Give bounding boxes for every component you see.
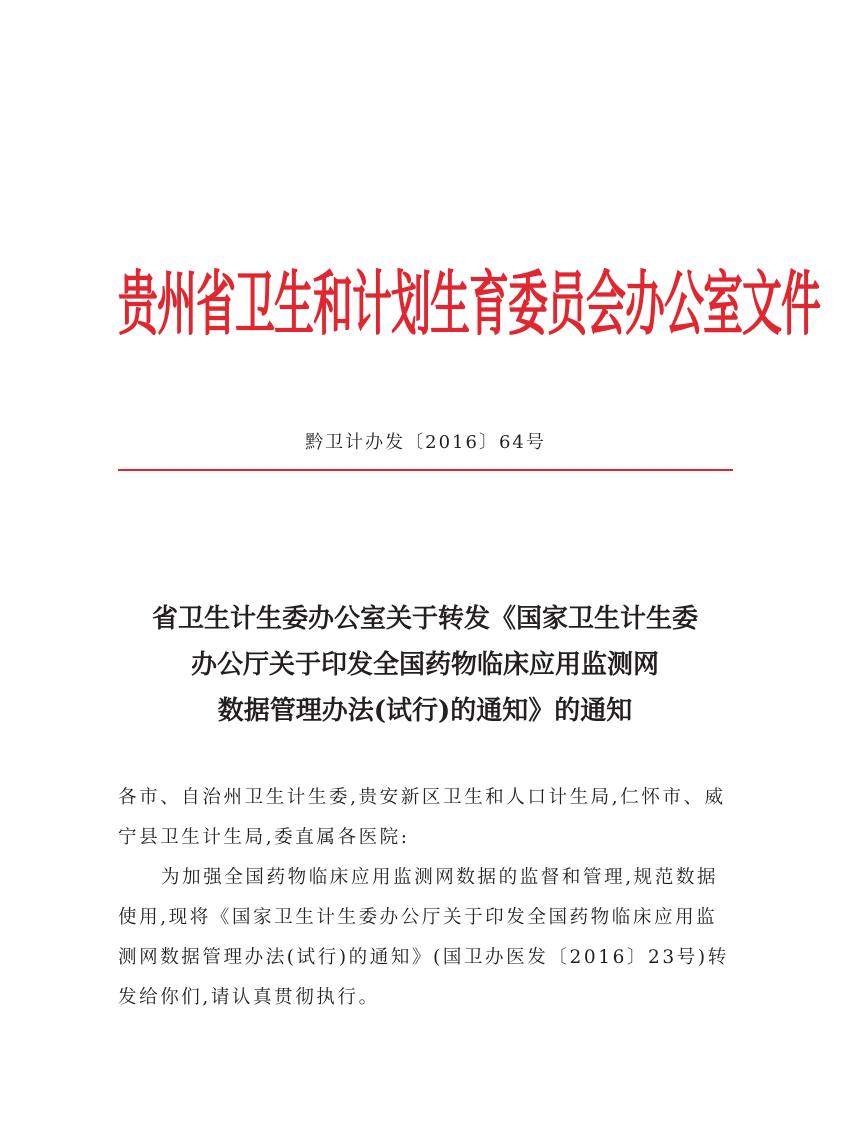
notice-body <box>118 778 738 1018</box>
notice-title-line-3: 数据管理办法(试行)的通知》的通知 <box>217 696 633 726</box>
masthead-title: 贵州省卫生和计划生育委员会办公室文件 <box>118 263 820 346</box>
red-divider-line <box>118 469 733 471</box>
notice-title-line-2: 办公厅关于印发全国药物临床应用监测网 <box>190 650 659 680</box>
body-paragraph-1: 为加强全国药物临床应用监测网数据的监督和管理,规范数据使用,现将《国家卫生计生委办公厅关于印发全国药物临床应用监测网数据管理办法(试行)的通知》(国卫办医发〔2016〕23号)转发给你们,请认真贯彻执行。 <box>118 867 729 1008</box>
notice-title-line-1: 省卫生计生委办公室关于转发《国家卫生计生委 <box>151 604 698 634</box>
document-number: 黔卫计办发〔2016〕64号 <box>305 432 546 453</box>
addressee-paragraph: 各市、自治州卫生计生委,贵安新区卫生和人口计生局,仁怀市、威宁县卫生计生局,委直属各医院: <box>118 787 726 848</box>
notice-title <box>100 596 750 734</box>
